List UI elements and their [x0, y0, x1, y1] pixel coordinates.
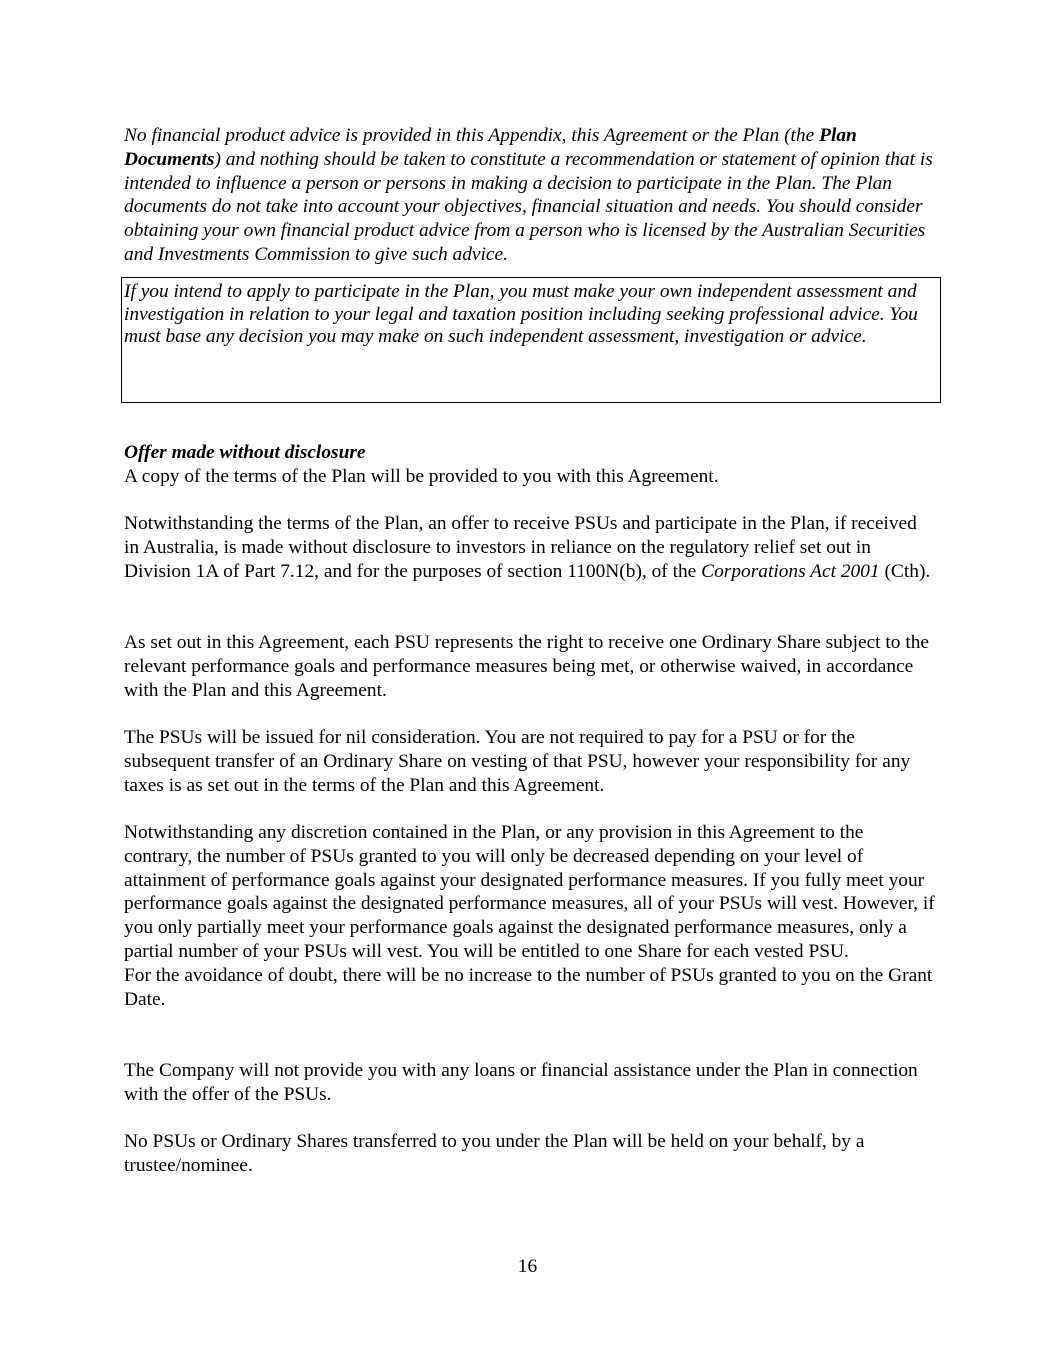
independent-advice-notice-box	[121, 277, 941, 403]
paragraph-psu-right	[124, 631, 936, 702]
nil-consideration-text: The PSUs will be issued for nil consideration. You are not required to pay for a PSU or for the subsequent transfer of an Ordinary Share on vesting of that PSU, however your responsibility for any taxes is as set out in the terms of the Plan and this Agreement.	[124, 727, 911, 796]
p1-text: Notwithstanding the terms of the Plan, an offer to receive PSUs and participate in the Plan, if received in Australia, is made without disclosure to investors in reliance on the regulatory relief set out in Division 1A of Part 7.12, and for the purposes of section 1100N(b), of the	[124, 513, 917, 582]
disclaimer-part1: No financial product advice is provided in this Appendix, this Agreement or the Plan (the	[124, 125, 820, 146]
no-trustee-text: No PSUs or Ordinary Shares transferred to you under the Plan will be held on your behalf, by a trustee/nominee.	[124, 1131, 865, 1176]
no-loans-text: The Company will not provide you with any loans or financial assistance under the Plan in connection with the offer of the PSUs.	[124, 1060, 918, 1105]
section-heading-block	[124, 441, 936, 489]
independent-advice-notice: If you intend to apply to participate in the Plan, you must make your own independent assessment and investigation in relation to your legal and taxation position including seeking professional advice. You must base any decision you may make on such independent assessment, investigation or advice.	[124, 281, 918, 347]
plan-documents-term: Plan Documents	[124, 125, 857, 170]
paragraph-nil-consideration	[124, 726, 936, 797]
no-increase-text: For the avoidance of doubt, there will be no increase to the number of PSUs granted to you on the Grant Date.	[124, 964, 933, 1010]
paragraph-disclosure-relief	[124, 512, 936, 583]
paragraph-performance-goals	[124, 821, 936, 1011]
paragraph-no-trustee	[124, 1130, 936, 1178]
section-intro: A copy of the terms of the Plan will be provided to you with this Agreement.	[124, 465, 719, 487]
corporations-act-title: Corporations Act 2001	[701, 560, 880, 582]
psu-right-text: As set out in this Agreement, each PSU represents the right to receive one Ordinary Share subject to the relevant performance goals and performance measures being met, or otherwise waived, in accordance with the Plan and this Agreement.	[124, 632, 930, 701]
disclaimer-part2: ) and nothing should be taken to constitute a recommendation or statement of opinion that is intended to influence a person or persons in making a decision to participate in the Plan. The Plan documents do not take into account your objectives, financial situation and needs. You should consider obtaining your own financial product advice from a person who is licensed by the Australian Securities and Investments Commission to give such advice.	[124, 148, 933, 265]
disclosure-relief-text	[124, 512, 936, 583]
paragraph-no-loans	[124, 1059, 936, 1107]
disclaimer-text	[124, 124, 936, 267]
section-heading: Offer made without disclosure	[124, 442, 366, 463]
disclaimer-paragraph	[124, 124, 936, 267]
p1-tail: (Cth).	[879, 560, 931, 582]
performance-goals-text: Notwithstanding any discretion contained in the Plan, or any provision in this Agreement to the contrary, the number of PSUs granted to you will only be decreased depending on your level of attainment of performance goals against your designated performance measures. If you fully meet your performance goals against the designated performance measures, all of your PSUs will vest. However, if you only partially meet your performance goals against the designated performance measures, only a partial number of your PSUs will vest. You will be entitled to one Share for each vested PSU.	[124, 822, 935, 962]
offer-section	[124, 441, 936, 489]
page-number: 16	[517, 1256, 538, 1277]
